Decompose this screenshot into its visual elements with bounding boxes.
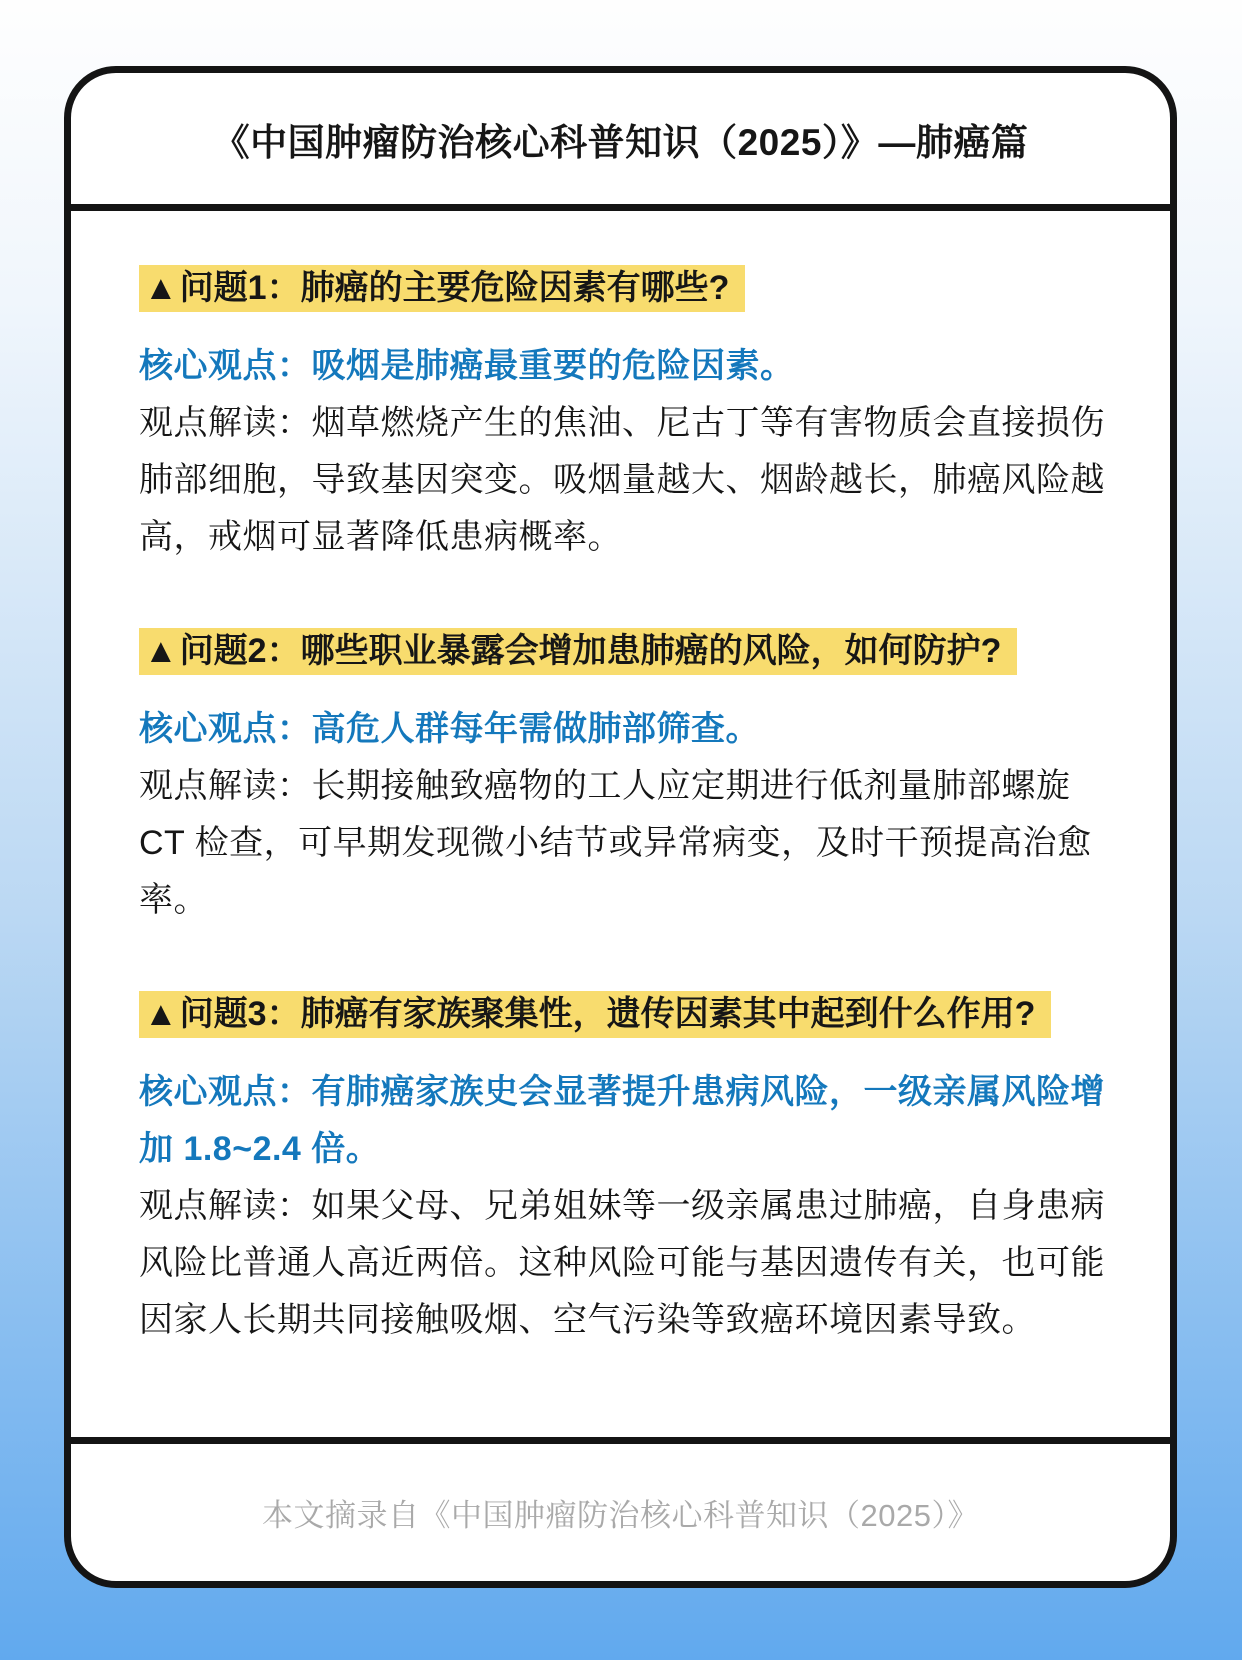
question-1-text: 问题1：肺癌的主要危险因素有哪些?: [179, 269, 730, 307]
qa-section-2: [139, 628, 1108, 929]
triangle-bullet-icon: ▲: [144, 632, 178, 670]
triangle-bullet-icon: ▲: [144, 269, 178, 307]
triangle-bullet-icon: ▲: [144, 995, 178, 1033]
question-2-text: 问题2：哪些职业暴露会增加患肺癌的风险，如何防护?: [179, 632, 1002, 670]
source-note: 本文摘录自《中国肿瘤防治核心科普知识（2025）》: [262, 1498, 979, 1533]
info-card: [64, 66, 1177, 1588]
interpretation-2: 观点解读：长期接触致癌物的工人应定期进行低剂量肺部螺旋 CT 检查，可早期发现微小结节或异常病变，及时干预提高治愈率。: [139, 767, 1092, 919]
question-3-highlight: [139, 991, 1051, 1038]
question-3-text: 问题3：肺癌有家族聚集性，遗传因素其中起到什么作用?: [179, 995, 1036, 1033]
question-2-highlight: [139, 628, 1017, 675]
card-body: [71, 211, 1170, 1437]
qa-section-3: [139, 991, 1108, 1349]
core-point-2: 核心观点：高危人群每年需做肺部筛查。: [139, 710, 760, 748]
interpretation-1: 观点解读：烟草燃烧产生的焦油、尼古丁等有害物质会直接损伤肺部细胞，导致基因突变。吸烟量越大、烟龄越长，肺癌风险越高，戒烟可显著降低患病概率。: [139, 404, 1105, 556]
page-title: 《中国肿瘤防治核心科普知识（2025）》—肺癌篇: [212, 121, 1029, 163]
card-footer: [71, 1437, 1170, 1581]
interpretation-3: 观点解读：如果父母、兄弟姐妹等一级亲属患过肺癌，自身患病风险比普通人高近两倍。这种风险可能与基因遗传有关，也可能因家人长期共同接触吸烟、空气污染等致癌环境因素导致。: [139, 1187, 1105, 1339]
question-3-heading: [139, 991, 1108, 1038]
card-header: [71, 73, 1170, 211]
core-point-1: 核心观点：吸烟是肺癌最重要的危险因素。: [139, 347, 795, 385]
question-2-heading: [139, 628, 1108, 675]
question-1-highlight: [139, 265, 745, 312]
qa-section-1: [139, 265, 1108, 566]
question-1-heading: [139, 265, 1108, 312]
core-point-3: 核心观点：有肺癌家族史会显著提升患病风险，一级亲属风险增加 1.8~2.4 倍。: [139, 1073, 1105, 1168]
